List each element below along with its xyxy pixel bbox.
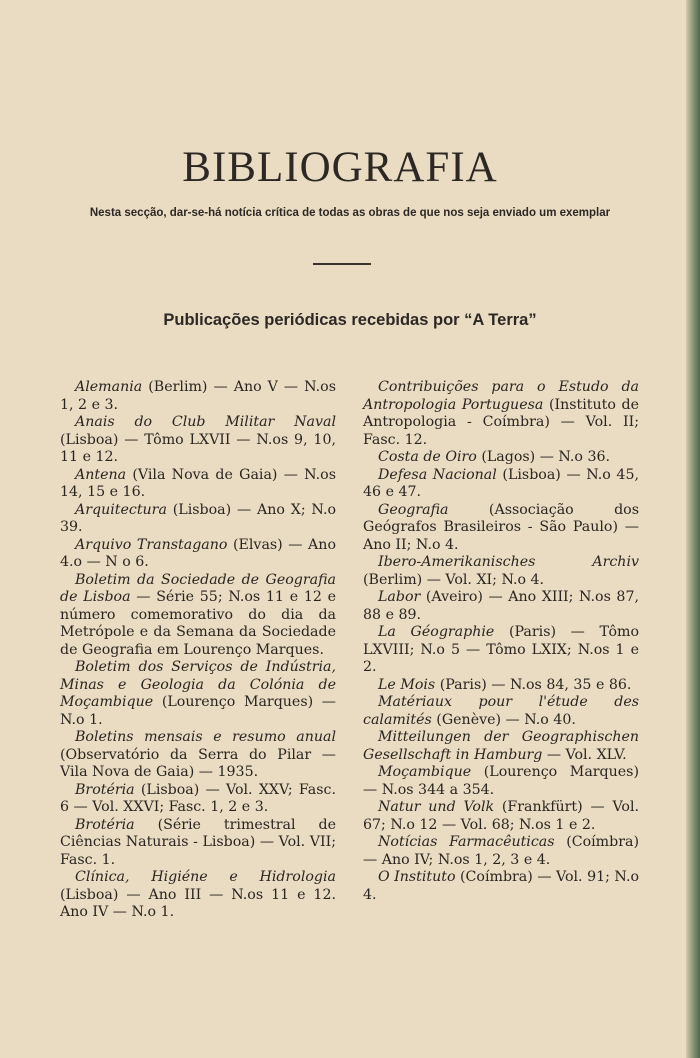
- page-subtitle: Nesta secção, dar-se-há notícia crítica de todas as obras de que nos seja enviado um exemplar: [89, 207, 611, 219]
- entry-title: Labor: [378, 589, 421, 605]
- entry-title: Mitteilungen der Geographischen Gesellschaft in Hamburg: [363, 729, 639, 763]
- entry-details: (Lisboa) — N.o 45, 46 e 47.: [363, 466, 639, 500]
- entry-title: Matériaux pour l'étude des calamités: [363, 694, 639, 728]
- bibliography-entry: [363, 677, 639, 695]
- bibliography-entry: [60, 537, 336, 572]
- bibliography-entry: [60, 502, 336, 537]
- bibliography-entry: [60, 379, 336, 414]
- bibliography-entry: [363, 502, 639, 555]
- bibliography-entry: [363, 379, 639, 449]
- entry-details: (Lisboa) — Ano X; N.o 39.: [60, 501, 336, 535]
- entry-details: (Série trimestral de Ciências Naturais - Lisboa) — Vol. VII; Fasc. 1.: [60, 816, 336, 868]
- entry-details: (Berlim) — Ano V — N.os 1, 2 e 3.: [60, 379, 336, 413]
- entry-details: (Lisboa) — Tômo LXVII — N.os 9, 10, 11 e 12.: [60, 431, 336, 465]
- bibliography-entry: [60, 659, 336, 729]
- entry-title: Costa de Oiro: [378, 449, 477, 465]
- bibliography-entry: [60, 729, 336, 782]
- bibliography-entry: [363, 624, 639, 677]
- entry-title: Boletim dos Serviços de Indústria, Minas e Geologia da Colónia de Moçambique: [60, 659, 336, 710]
- entry-details: (Instituto de Antropologia - Coímbra) — Vol. II; Fasc. 12.: [363, 396, 639, 448]
- right-column: [363, 379, 639, 904]
- entry-title: Contribuições para o Estudo da Antropologia Portuguesa: [363, 379, 639, 413]
- entry-details: (Observatório da Serra do Pilar — Vila Nova de Gaia) — 1935.: [60, 746, 336, 780]
- entry-details: (Lourenço Marques) — N.o 1.: [60, 694, 336, 728]
- entry-title: Brotéria: [75, 816, 135, 833]
- bibliography-entry: [60, 782, 336, 817]
- left-column: [60, 379, 336, 922]
- entry-details: (Lourenço Marques) — N.os 344 a 354.: [363, 764, 639, 798]
- bibliography-entry: [60, 869, 336, 922]
- entry-title: Clínica, Higiéne e Hidrologia: [75, 869, 336, 885]
- entry-details: (Genève) — N.o 40.: [431, 711, 576, 728]
- divider-rule: [313, 263, 371, 265]
- bibliography-entry: [60, 467, 336, 502]
- entry-title: Boletim da Sociedade de Geografia de Lisboa: [60, 571, 336, 605]
- entry-details: (Aveiro) — Ano XIII; N.os 87, 88 e 89.: [363, 589, 639, 623]
- bibliography-entry: [60, 572, 336, 660]
- entry-title: Arquitectura: [75, 501, 167, 518]
- entry-title: La Géographie: [378, 624, 495, 640]
- entry-details: (Vila Nova de Gaia) — N.os 14, 15 e 16.: [60, 466, 336, 500]
- entry-details: (Frankfürt) — Vol. 67; N.o 12 — Vol. 68; N.os 1 e 2.: [363, 799, 639, 833]
- bibliography-entry: [363, 764, 639, 799]
- bibliography-entry: [363, 869, 639, 904]
- entry-title: Defesa Nacional: [378, 466, 497, 483]
- bibliography-entry: [60, 414, 336, 467]
- entry-details: (Berlim) — Vol. XI; N.o 4.: [363, 571, 545, 588]
- entry-title: Arquivo Transtagano: [75, 536, 228, 553]
- bibliography-entry: [363, 799, 639, 834]
- entry-title: O Instituto: [378, 869, 456, 885]
- entry-title: Ibero-Amerikanisches Archiv: [378, 554, 639, 570]
- entry-title: Alemania: [75, 379, 143, 395]
- entry-details: (Paris) — N.os 84, 35 e 86.: [435, 676, 632, 693]
- entry-title: Geografia: [378, 501, 449, 518]
- entry-details: (Associação dos Geógrafos Brasileiros - São Paulo) — Ano II; N.o 4.: [363, 501, 639, 553]
- entry-details: — Série 55; N.os 11 e 12 e número comemorativo do dia da Metrópole e da Semana da Sociedade de Geografia em Lourenço Marques.: [60, 589, 337, 658]
- entry-details: (Coímbra) — Vol. 91; N.o 4.: [363, 869, 639, 903]
- section-heading: Publicações periódicas recebidas por “A Terra”: [163, 311, 537, 329]
- entry-details: (Lisboa) — Ano III — N.os 11 e 12. Ano IV — N.o 1.: [60, 886, 336, 920]
- entry-title: Notícias Farmacêuticas: [378, 834, 555, 850]
- page-edge: [686, 0, 700, 1058]
- bibliography-entry: [363, 729, 639, 764]
- bibliography-entry: [363, 449, 639, 467]
- page-title: BIBLIOGRAFIA: [182, 144, 498, 191]
- bibliography-entry: [363, 467, 639, 502]
- entry-details: (Lagos) — N.o 36.: [476, 449, 611, 465]
- entry-details: — Vol. XLV.: [542, 746, 627, 763]
- entry-title: Natur und Volk: [378, 799, 495, 815]
- bibliography-entry: [363, 589, 639, 624]
- entry-details: (Elvas) — Ano 4.o — N o 6.: [60, 536, 336, 570]
- entry-title: Moçambique: [378, 764, 472, 780]
- entry-title: Anais do Club Militar Naval: [75, 414, 336, 430]
- entry-details: (Lisboa) — Vol. XXV; Fasc. 6 — Vol. XXVI; Fasc. 1, 2 e 3.: [60, 781, 336, 815]
- bibliography-entry: [363, 554, 639, 589]
- entry-title: Le Mois: [378, 676, 436, 693]
- entry-title: Boletins mensais e resumo anual: [75, 729, 336, 745]
- bibliography-entry: [60, 817, 336, 870]
- entry-title: Brotéria: [75, 781, 135, 798]
- entry-title: Antena: [75, 466, 127, 483]
- entry-details: (Paris) — Tômo LXVIII; N.o 5 — Tômo LXIX; N.os 1 e 2.: [363, 624, 639, 675]
- bibliography-entry: [363, 834, 639, 869]
- entry-details: (Coímbra) — Ano IV; N.os 1, 2, 3 e 4.: [363, 834, 639, 868]
- bibliography-entry: [363, 694, 639, 729]
